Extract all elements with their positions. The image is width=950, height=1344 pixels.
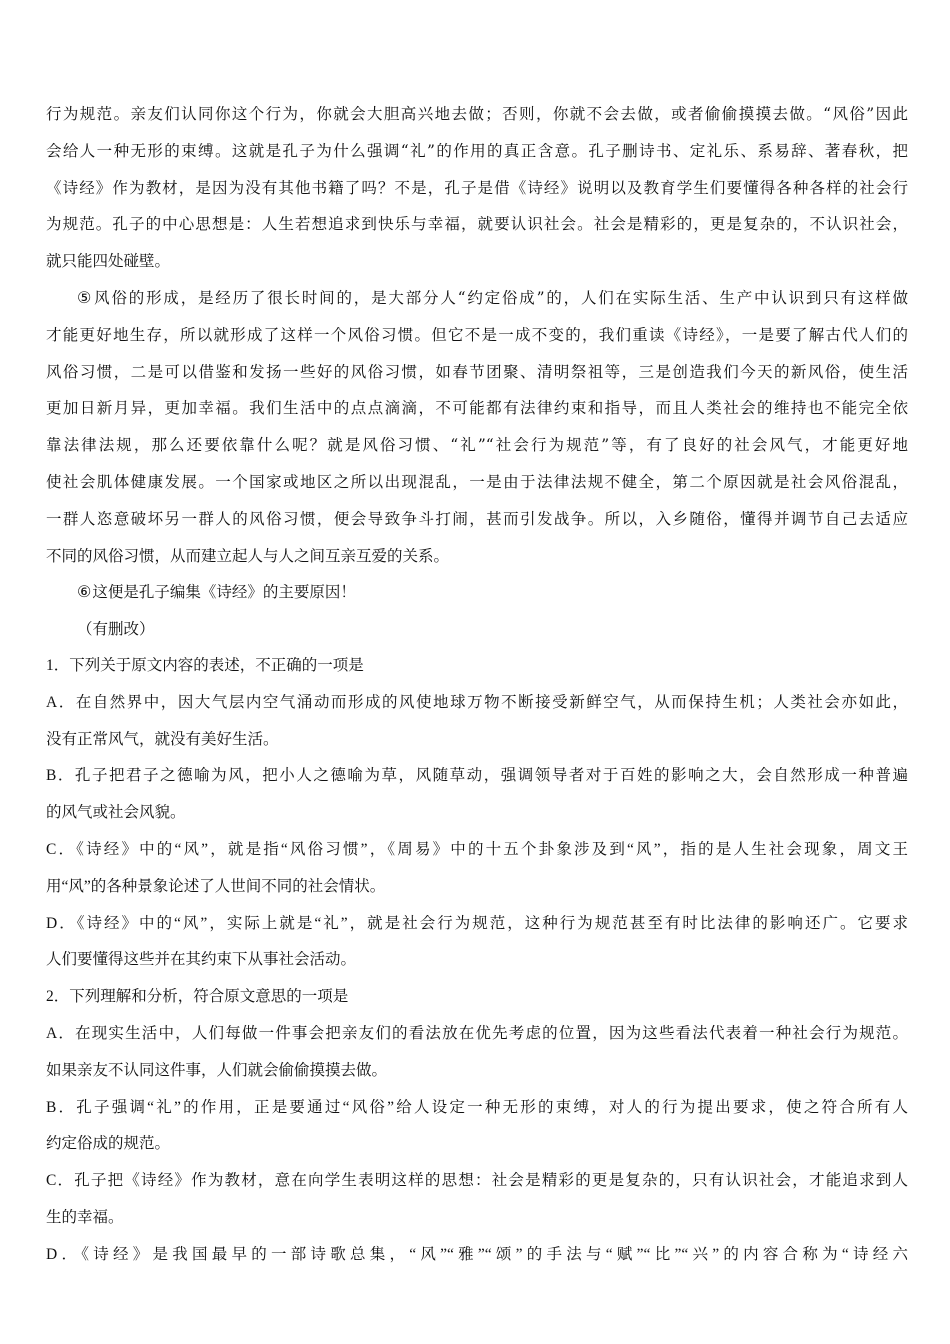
text-line: 这便是孔子编集《诗经》的主要原因！	[92, 583, 356, 602]
question-2-option-b: B．孔子强调“礼”的作用，正是要通过“风俗”给人设定一种无形的束缚，对人的行为提出要求，使之符合所有人	[46, 1098, 908, 1116]
question-1-option-b: B．孔子把君子之德喻为风，把小人之德喻为草，风随草动，强调领导者对于百姓的影响之大，会自然形成一种普遍	[46, 767, 908, 785]
text-line: 使社会肌体健康发展。一个国家或地区之所以出现混乱，一是由于法律法规不健全，第二个原因就是社会风俗混乱，	[46, 472, 908, 491]
text-line: 《诗经》作为教材，是因为没有其他书籍了吗？不是，孔子是借《诗经》说明以及教育学生们要懂得各种各样的社会行	[46, 178, 908, 197]
text-line: 不同的风俗习惯，从而建立起人与人之间互亲互爱的关系。	[46, 546, 450, 565]
question-2-stem: 2．下列理解和分析，符合原文意思的一项是	[46, 988, 349, 1006]
question-2-option-a: A．在现实生活中，人们每做一件事会把亲友们的看法放在优先考虑的位置，因为这些看法代表着一种社会行为规范。	[46, 1024, 908, 1042]
text-line: 就只能四处碰壁。	[46, 252, 171, 271]
text-line: 风俗的形成，是经历了很长时间的，是大部分人“约定俗成”的，人们在实际生活、生产中认识到只有这样做	[92, 288, 908, 307]
question-1-option-c: C．《诗经》中的“风”，就是指“风俗习惯”，《周易》中的十五个卦象涉及到“风”，指的是人生社会现象，周文王	[46, 840, 908, 858]
question-2-option-b-cont: 约定俗成的规范。	[46, 1135, 171, 1153]
question-1-option-a: A．在自然界中，因大气层内空气涌动而形成的风使地球万物不断接受新鲜空气，从而保持生机；人类社会亦如此，	[46, 693, 908, 711]
text-line: 更加日新月异，更加幸福。我们生活中的点点滴滴，不可能都有法律约束和指导，而且人类社会的维持也不能完全依	[46, 399, 908, 418]
document-page	[46, 96, 908, 1274]
question-1-option-d-cont: 人们要懂得这些并在其约束下从事社会活动。	[46, 951, 357, 969]
text-line: 才能更好地生存，所以就形成了这样一个风俗习惯。但它不是一成不变的，我们重读《诗经》，一是要了解古代人们的	[46, 325, 908, 344]
question-2-option-d: D．《诗经》是我国最早的一部诗歌总集，“风”“雅”“颂”的手法与“赋”“比”“兴”的内容合称为“诗经六	[46, 1245, 908, 1263]
text-line: 行为规范。亲友们认同你这个行为，你就会大胆高兴地去做；否则，你就不会去做，或者偷偷摸摸去做。“风俗”因此	[46, 105, 908, 123]
paragraph-5-first-line	[46, 280, 908, 317]
question-2-option-c-cont: 生的幸福。	[46, 1208, 124, 1226]
text-line: 一群人恣意破坏另一群人的风俗习惯，便会导致争斗打闹，甚而引发战争。所以，入乡随俗，懂得并调节自己去适应	[46, 509, 908, 528]
paragraph-6	[46, 574, 908, 611]
source-note: （有删改）	[77, 620, 155, 639]
paragraph-number-6: ⑥	[77, 582, 92, 602]
question-1-option-d: D．《诗经》中的“风”，实际上就是“礼”，就是社会行为规范，这种行为规范甚至有时比法律的影响还广。它要求	[46, 914, 908, 932]
paragraph-number-5: ⑤	[77, 287, 92, 307]
question-1-option-b-cont: 的风气或社会风貌。	[46, 804, 186, 822]
text-line: 会给人一种无形的束缚。这就是孔子为什么强调“礼”的作用的真正含意。孔子删诗书、定礼乐、系易辞、著春秋，把	[46, 141, 908, 160]
text-line: 为规范。孔子的中心思想是：人生若想追求到快乐与幸福，就要认识社会。社会是精彩的，更是复杂的，不认识社会，	[46, 215, 908, 234]
question-1-option-a-cont: 没有正常风气，就没有美好生活。	[46, 730, 279, 748]
question-1-stem: 1．下列关于原文内容的表述，不正确的一项是	[46, 656, 364, 674]
question-2-option-c: C．孔子把《诗经》作为教材，意在向学生表明这样的思想：社会是精彩的更是复杂的，只有认识社会，才能追求到人	[46, 1172, 908, 1190]
text-line: 风俗习惯，二是可以借鉴和发扬一些好的风俗习惯，如春节团聚、清明祭祖等，三是创造我们今天的新风俗，使生活	[46, 362, 908, 381]
question-2-option-a-cont: 如果亲友不认同这件事，人们就会偷偷摸摸去做。	[46, 1061, 388, 1079]
text-line: 靠法律法规，那么还要依靠什么呢？就是风俗习惯、“礼”“社会行为规范”等，有了良好的社会风气，才能更好地	[46, 436, 908, 455]
question-1-option-c-cont: 用“风”的各种景象论述了人世间不同的社会情状。	[46, 877, 386, 895]
